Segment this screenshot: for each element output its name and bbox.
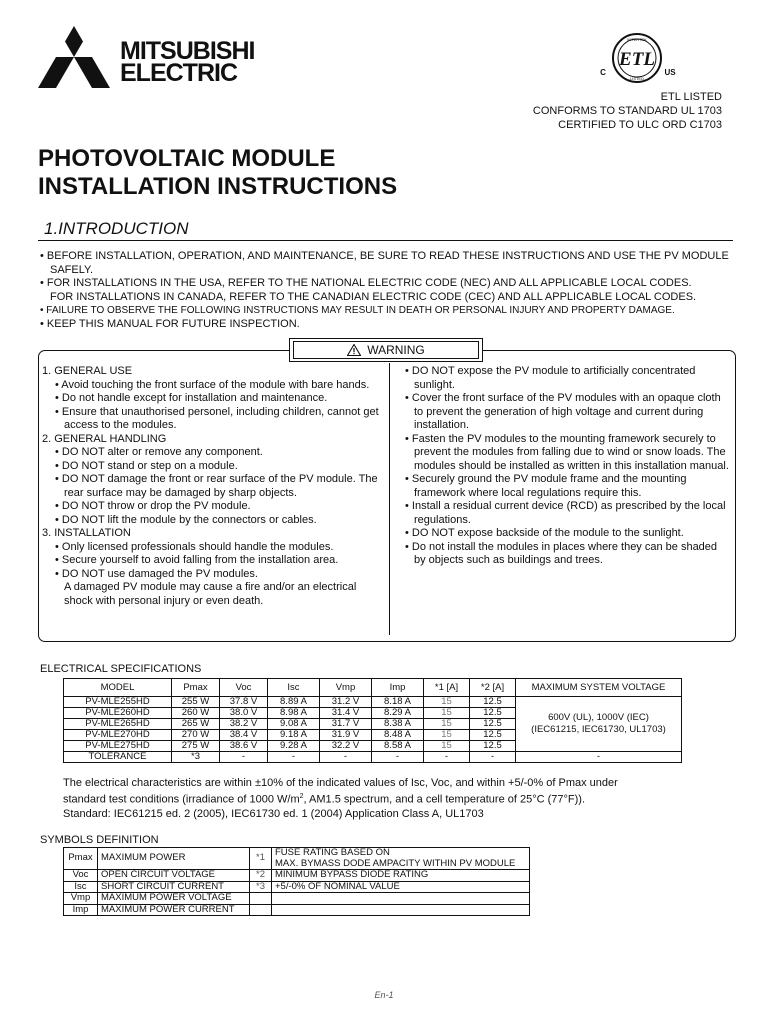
table-cell: 9.28 A xyxy=(268,741,320,752)
table-cell: 12.5 xyxy=(470,741,516,752)
introduction-list xyxy=(40,250,735,331)
table-cell: - xyxy=(268,752,320,763)
symbol-note-cell: +5/-0% OF NOMINAL VALUE xyxy=(272,881,530,893)
table-cell: 15 xyxy=(424,741,470,752)
symbol-cell: Vmp xyxy=(64,893,98,905)
table-cell: 8.98 A xyxy=(268,708,320,719)
table-cell: - xyxy=(220,752,268,763)
table-row xyxy=(64,697,682,708)
warning-title xyxy=(289,338,483,362)
table-cell: *3 xyxy=(172,752,220,763)
symbol-cell: SHORT CIRCUIT CURRENT xyxy=(98,881,250,893)
column-header: *1 [A] xyxy=(424,679,470,697)
symbol-cell: Imp xyxy=(64,904,98,916)
table-cell: 8.48 A xyxy=(372,730,424,741)
column-header: *2 [A] xyxy=(470,679,516,697)
table-cell: 8.58 A xyxy=(372,741,424,752)
warning-left-column xyxy=(42,365,382,608)
symbol-cell: MAXIMUM POWER VOLTAGE xyxy=(98,893,250,905)
warning-item: • DO NOT throw or drop the PV module. xyxy=(55,500,251,512)
symbol-row xyxy=(64,881,530,893)
table-cell: - xyxy=(470,752,516,763)
table-cell: 8.18 A xyxy=(372,697,424,708)
table-cell: 31.7 V xyxy=(320,719,372,730)
symbol-cell xyxy=(250,893,272,905)
warning-item: • Do not install the modules in places where they can be shaded by objects such as buildings and trees. xyxy=(405,540,718,566)
warning-item: • DO NOT expose backside of the module to the sunlight. xyxy=(405,527,684,539)
intro-bullet: • KEEP THIS MANUAL FOR FUTURE INSPECTION. xyxy=(40,317,300,330)
symbol-row xyxy=(64,904,530,916)
table-cell: 15 xyxy=(424,730,470,741)
warning-item: • Fasten the PV modules to the mounting framework securely to prevent the modules from falling due to wind or snow loads. The modules should be installed as written in this installation manual. xyxy=(405,432,729,472)
three-diamonds-icon xyxy=(38,26,110,88)
symbol-cell: *2 xyxy=(250,870,272,882)
etl-us-letters: US xyxy=(664,68,676,77)
etl-listed-mark-icon xyxy=(597,30,677,88)
table-cell: 9.18 A xyxy=(268,730,320,741)
table-cell: 31.4 V xyxy=(320,708,372,719)
warning-item: • Avoid touching the front surface of the module with bare hands. xyxy=(55,378,370,391)
symbols-heading: SYMBOLS DEFINITION xyxy=(40,834,159,846)
certification-text xyxy=(533,90,722,132)
table-cell: - xyxy=(372,752,424,763)
warning-item: • DO NOT alter or remove any component. xyxy=(55,446,263,458)
installation-heading: 3. INSTALLATION xyxy=(42,527,131,539)
warning-item: • Cover the front surface of the PV modules with an opaque cloth to prevent the generation of high voltage and current during installation. xyxy=(405,392,721,431)
warning-item: • Securely ground the PV module frame and the mounting framework where local regulations require this. xyxy=(405,473,687,499)
symbol-cell: MAXIMUM POWER xyxy=(98,848,250,870)
table-cell: 12.5 xyxy=(470,697,516,708)
table-cell: 9.08 A xyxy=(268,719,320,730)
symbol-cell: MAXIMUM POWER CURRENT xyxy=(98,904,250,916)
table-cell: 38.6 V xyxy=(220,741,268,752)
column-header: Voc xyxy=(220,679,268,697)
column-header: Imp xyxy=(372,679,424,697)
introduction-heading: 1.INTRODUCTION xyxy=(38,218,733,241)
intro-bullet: • FOR INSTALLATIONS IN THE USA, REFER TO THE NATIONAL ELECTRIC CODE (NEC) AND ALL APPLICABLE LOCAL CODES. xyxy=(40,277,692,289)
table-cell: 255 W xyxy=(172,697,220,708)
warning-box xyxy=(38,343,736,642)
table-cell: 8.89 A xyxy=(268,697,320,708)
table-cell: 260 W xyxy=(172,708,220,719)
symbol-note-cell: FUSE RATING BASED ON MAX. BYMASS DODE AMPACITY WITHIN PV MODULE xyxy=(272,848,530,870)
column-header: MODEL xyxy=(64,679,172,697)
table-cell: 265 W xyxy=(172,719,220,730)
table-cell: - xyxy=(516,752,682,763)
symbols-table xyxy=(63,847,530,916)
symbol-cell: Pmax xyxy=(64,848,98,870)
cert-line: CONFORMS TO STANDARD UL 1703 xyxy=(532,105,722,117)
table-cell: PV-MLE265HD xyxy=(64,719,172,730)
table-cell: 38.2 V xyxy=(220,719,268,730)
intro-bullet: • BEFORE INSTALLATION, OPERATION, AND MAINTENANCE, BE SURE TO READ THESE INSTRUCTIONS AND USE THE PV MODULE SAFELY. xyxy=(40,250,729,276)
table-cell: - xyxy=(424,752,470,763)
note-line: Standard: IEC61215 ed. 2 (2005), IEC61730 ed. 1 (2004) Application Class A, UL1703 xyxy=(63,807,484,820)
table-cell: 270 W xyxy=(172,730,220,741)
table-cell: - xyxy=(320,752,372,763)
mitsubishi-electric-logo xyxy=(38,26,278,94)
etl-c-letter: C xyxy=(600,68,606,77)
symbol-cell: Isc xyxy=(64,881,98,893)
brand-line-1: MITSUBISHI xyxy=(120,37,255,65)
table-cell: 31.9 V xyxy=(320,730,372,741)
warning-right-column xyxy=(395,365,731,568)
page-number: En-1 xyxy=(374,990,394,1000)
table-cell: PV-MLE260HD xyxy=(64,708,172,719)
table-cell: 32.2 V xyxy=(320,741,372,752)
electrical-specs-note xyxy=(63,776,703,821)
symbol-row xyxy=(64,848,530,870)
table-cell: 15 xyxy=(424,719,470,730)
warning-item: • DO NOT lift the module by the connectors or cables. xyxy=(55,513,317,526)
symbol-note-cell: MINIMUM BYPASS DIODE RATING xyxy=(272,870,530,882)
warning-item: • DO NOT stand or step on a module. xyxy=(55,459,238,472)
note-line: standard test conditions (irradiance of 1000 $W/m^2$, AM1.5 spectrum, and a cell temperature of 25°C (77°F)). xyxy=(63,793,586,806)
intro-bullet: FOR INSTALLATIONS IN CANADA, REFER TO THE CANADIAN ELECTRIC CODE (CEC) AND ALL APPLICABLE LOCAL CODES. xyxy=(50,290,697,303)
warning-item-continuation: A damaged PV module may cause a fire and/or an electrical shock with personal injury or even death. xyxy=(64,581,357,607)
table-cell: 15 xyxy=(424,697,470,708)
intro-bullet: • FAILURE TO OBSERVE THE FOLLOWING INSTRUCTIONS MAY RESULT IN DEATH OR PERSONAL INJURY AND PROPERTY DAMAGE. xyxy=(40,305,675,316)
cert-line: CERTIFIED TO ULC ORD C1703 xyxy=(558,119,722,131)
column-header: Isc xyxy=(268,679,320,697)
brand-line-2: ELECTRIC xyxy=(120,59,237,87)
symbol-cell: *3 xyxy=(250,881,272,893)
symbol-cell: OPEN CIRCUIT VOLTAGE xyxy=(98,870,250,882)
tolerance-row xyxy=(64,752,682,763)
table-cell: 38.4 V xyxy=(220,730,268,741)
electrical-specs-table xyxy=(63,678,682,763)
table-cell: 8.29 A xyxy=(372,708,424,719)
warning-item: • Only licensed professionals should handle the modules. xyxy=(55,540,334,553)
symbol-note-cell xyxy=(272,904,530,916)
table-cell: 38.0 V xyxy=(220,708,268,719)
column-header: Pmax xyxy=(172,679,220,697)
title-line-1: PHOTOVOLTAIC MODULE xyxy=(38,145,336,172)
table-cell: PV-MLE275HD xyxy=(64,741,172,752)
warning-label: WARNING xyxy=(367,343,425,357)
column-divider xyxy=(389,363,390,635)
etl-bottom-letters: LISTED xyxy=(629,76,645,81)
max-system-voltage-cell: 600V (UL), 1000V (IEC) (IEC61215, IEC61730, UL1703) xyxy=(516,697,682,752)
table-cell: 12.5 xyxy=(470,708,516,719)
warning-item: • Do not handle except for installation and maintenance. xyxy=(55,392,328,404)
table-cell: PV-MLE270HD xyxy=(64,730,172,741)
symbol-note-cell xyxy=(272,893,530,905)
electrical-specs-heading: ELECTRICAL SPECIFICATIONS xyxy=(40,663,202,675)
warning-item: • Install a residual current device (RCD) as prescribed by the local regulations. xyxy=(405,500,726,526)
warning-triangle-icon xyxy=(347,344,361,356)
warning-item: • DO NOT damage the front or rear surface of the PV module. The rear surface may be damaged by sharp objects. xyxy=(55,473,378,499)
table-cell: 12.5 xyxy=(470,719,516,730)
brand-name xyxy=(120,37,255,87)
warning-item: • Ensure that unauthorised personel, including children, cannot get access to the modules. xyxy=(55,405,379,431)
table-cell: 31.2 V xyxy=(320,697,372,708)
symbol-row xyxy=(64,893,530,905)
column-header: MAXIMUM SYSTEM VOLTAGE xyxy=(516,679,682,697)
column-header: Vmp xyxy=(320,679,372,697)
symbol-cell: *1 xyxy=(250,848,272,870)
table-cell: 8.38 A xyxy=(372,719,424,730)
cert-line: ETL LISTED xyxy=(660,91,722,103)
document-title xyxy=(38,145,397,201)
table-cell: 37.8 V xyxy=(220,697,268,708)
note-line: The electrical characteristics are within ±10% of the indicated values of Isc, Voc, and within +5/-0% of Pmax under xyxy=(63,777,618,789)
etl-top-letters: INTERTEK xyxy=(627,37,647,42)
warning-item: • DO NOT expose the PV module to artificially concentrated sunlight. xyxy=(405,365,696,391)
table-cell: PV-MLE255HD xyxy=(64,697,172,708)
table-cell: 275 W xyxy=(172,741,220,752)
warning-item: • Secure yourself to avoid falling from the installation area. xyxy=(55,554,339,566)
symbol-row xyxy=(64,870,530,882)
table-header-row xyxy=(64,679,682,697)
general-handling-heading: 2. GENERAL HANDLING xyxy=(42,432,167,445)
symbol-cell: Voc xyxy=(64,870,98,882)
table-cell: 15 xyxy=(424,708,470,719)
general-use-heading: 1. GENERAL USE xyxy=(42,365,133,377)
table-cell: 12.5 xyxy=(470,730,516,741)
table-cell: TOLERANCE xyxy=(64,752,172,763)
etl-letters: ETL xyxy=(619,49,655,70)
title-line-2: INSTALLATION INSTRUCTIONS xyxy=(38,173,398,200)
symbol-cell xyxy=(250,904,272,916)
warning-item: • DO NOT use damaged the PV modules. xyxy=(55,567,258,580)
